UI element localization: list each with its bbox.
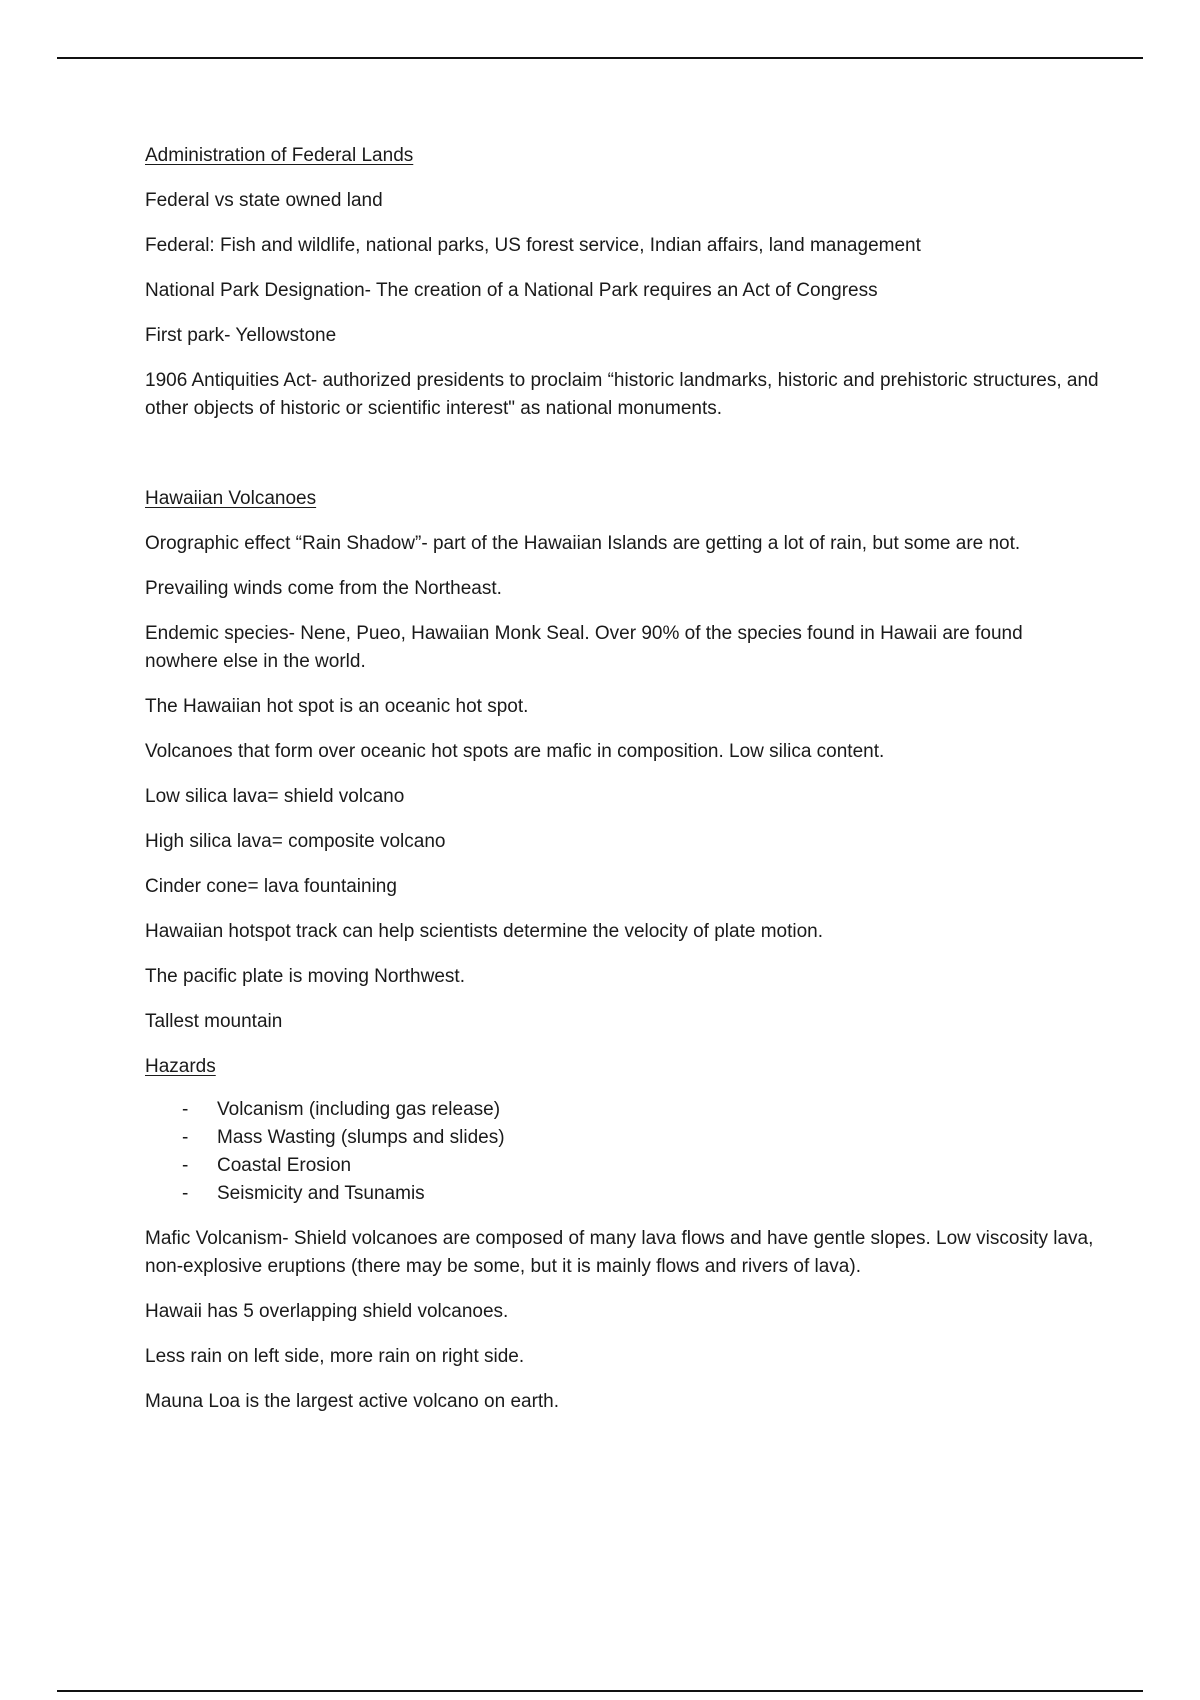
text-line: Federal vs state owned land — [145, 190, 383, 211]
text-line: Volcanoes that form over oceanic hot spots are mafic in composition. Low silica content. — [145, 741, 885, 762]
text-line: Federal: Fish and wildlife, national parks, US forest service, Indian affairs, land management — [145, 235, 921, 256]
text-line: The pacific plate is moving Northwest. — [145, 966, 465, 987]
hazards-list — [145, 1096, 1100, 1208]
section-heading-hawaiian-volcanoes: Hawaiian Volcanoes — [145, 488, 317, 509]
hazard-list-item: - Volcanism (including gas release) — [145, 1096, 1100, 1124]
section-heading-federal-lands: Administration of Federal Lands — [145, 145, 414, 166]
text-line: Cinder cone= lava fountaining — [145, 876, 397, 897]
text-line: 1906 Antiquities Act- authorized presidents to proclaim “historic landmarks, historic and prehistoric structures, and other objects of historic or scientific interest" as national monuments. — [145, 370, 1099, 419]
text-line: Hawaiian hotspot track can help scientists determine the velocity of plate motion. — [145, 921, 824, 942]
text-line: The Hawaiian hot spot is an oceanic hot spot. — [145, 696, 529, 717]
text-line: Tallest mountain — [145, 1011, 283, 1032]
text-line: Orographic effect “Rain Shadow”- part of the Hawaiian Islands are getting a lot of rain, but some are not. — [145, 533, 1021, 554]
text-line: Mafic Volcanism- Shield volcanoes are composed of many lava flows and have gentle slopes. Low viscosity lava, non-explosive eruptions (there may be some, but it is mainly flows and rivers of lava). — [145, 1228, 1094, 1277]
text-line: High silica lava= composite volcano — [145, 831, 446, 852]
document-body — [145, 142, 1100, 1433]
footer-rule — [57, 1690, 1143, 1692]
hazard-list-item: - Coastal Erosion — [145, 1152, 1100, 1180]
subheading-hazards: Hazards — [145, 1056, 216, 1077]
section-spacer — [145, 440, 1100, 485]
hazard-list-item: - Seismicity and Tsunamis — [145, 1180, 1100, 1208]
text-line: Mauna Loa is the largest active volcano on earth. — [145, 1391, 560, 1412]
text-line: Less rain on left side, more rain on right side. — [145, 1346, 525, 1367]
text-line: Low silica lava= shield volcano — [145, 786, 405, 807]
text-line: Prevailing winds come from the Northeast. — [145, 578, 502, 599]
text-line: National Park Designation- The creation of a National Park requires an Act of Congress — [145, 280, 878, 301]
text-line: First park- Yellowstone — [145, 325, 337, 346]
header-rule — [57, 57, 1143, 59]
hazard-list-item: - Mass Wasting (slumps and slides) — [145, 1124, 1100, 1152]
text-line: Endemic species- Nene, Pueo, Hawaiian Monk Seal. Over 90% of the species found in Hawaii are found nowhere else in the world. — [145, 623, 1023, 672]
text-line: Hawaii has 5 overlapping shield volcanoes. — [145, 1301, 509, 1322]
